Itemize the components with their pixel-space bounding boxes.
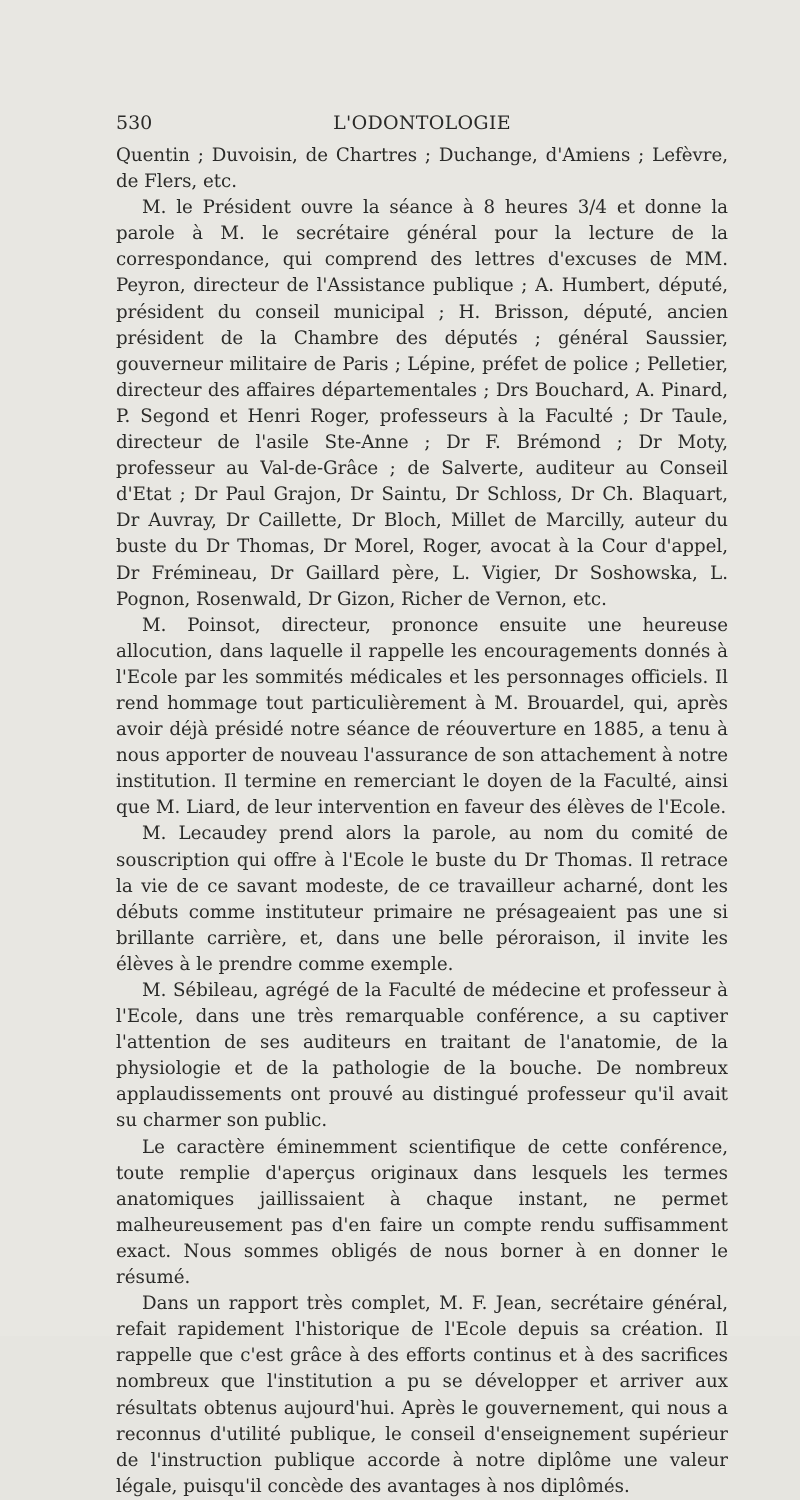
running-title: L'ODONTOLOGIE <box>333 112 511 134</box>
paragraph-poinsot: M. Poinsot, directeur, prononce ensuite une heureuse allocution, dans laquelle il rappelle les encouragements donnés à l'Ecole par les sommités médicales et les personnages officiels. Il rend hommage tout particulièrement à M. Brouardel, qui, après avoir déjà présidé notre séance de réouverture en 1885, a tenu à nous apporter de nouveau l'assurance de son attachement à notre institution. Il termine en remerciant le doyen de la Faculté, ainsi que M. Liard, de leur intervention en faveur des élèves de l'Ecole. <box>116 614 728 819</box>
paragraph-sebileau: M. Sébileau, agrégé de la Faculté de médecine et professeur à l'Ecole, dans une très remarquable conférence, a su captiver l'attention de ses auditeurs en traitant de l'anatomie, de la physiologie et de la pathologie de la bouche. De nombreux applaudissements ont prouvé au distingué professeur qu'il avait su charmer son public. <box>116 980 728 1132</box>
running-head <box>116 109 728 137</box>
paragraph-lecaudey: M. Lecaudey prend alors la parole, au nom du comité de souscription qui offre à l'Ecole le buste du Dr Thomas. Il retrace la vie de ce savant modeste, de ce travailleur acharné, dont les débuts comme instituteur primaire ne présageaient pas une si brillante carrière, et, dans une belle péroraison, il invite les élèves à le prendre comme exemple. <box>116 823 728 975</box>
paragraph-continuation: Quentin ; Duvoisin, de Chartres ; Duchange, d'Amiens ; Lefèvre, de Flers, etc. <box>116 145 728 193</box>
paragraph-correspondence: M. le Président ouvre la séance à 8 heures 3/4 et donne la parole à M. le secrétaire général pour la lecture de la correspondance, qui comprend des lettres d'excuses de MM. Peyron, directeur de l'Assistance publique ; A. Humbert, député, président du conseil municipal ; H. Brisson, député, ancien président de la Chambre des députés ; général Saussier, gouverneur militaire de Paris ; Lépine, préfet de police ; Pelletier, directeur des affaires départementales ; Drs Bouchard, A. Pinard, P. Segond et Henri Roger, professeurs à la Faculté ; Dr Taule, directeur de l'asile Ste-Anne ; Dr F. Brémond ; Dr Moty, professeur au Val-de-Grâce ; de Salverte, auditeur au Conseil d'Etat ; Dr Paul Grajon, Dr Saintu, Dr Schloss, Dr Ch. Blaquart, Dr Auvray, Dr Caillette, Dr Bloch, Millet de Marcilly, auteur du buste du Dr Thomas, Dr Morel, Roger, avocat à la Cour d'appel, Dr Frémineau, Dr Gaillard père, L. Vigier, Dr Soshowska, L. Pognon, Rosenwald, Dr Gizon, Richer de Vernon, etc. <box>116 197 728 610</box>
paragraph-rapport: Dans un rapport très complet, M. F. Jean, secrétaire général, refait rapidement l'historique de l'Ecole depuis sa création. Il rappelle que c'est grâce à des efforts continus et à des sacrifices nombreux que l'institution a pu se développer et arriver aux résultats obtenus aujourd'hui. Après le gouvernement, qui nous a reconnus d'utilité publique, le conseil d'enseignement supérieur de l'instruction publique accorde à notre diplôme une valeur légale, puisqu'il concède des avantages à nos diplômés. <box>116 1293 728 1497</box>
page-number: 530 <box>116 112 153 134</box>
paragraph-conference: Le caractère éminemment scientifique de cette conférence, toute remplie d'aperçus originaux dans lesquels les termes anatomiques jaillissaient à chaque instant, ne permet malheureusement pas d'en faire un compte rendu suffisamment exact. Nous sommes obligés de nous borner à en donner le résumé. <box>116 1136 728 1289</box>
body-text <box>116 143 728 1500</box>
